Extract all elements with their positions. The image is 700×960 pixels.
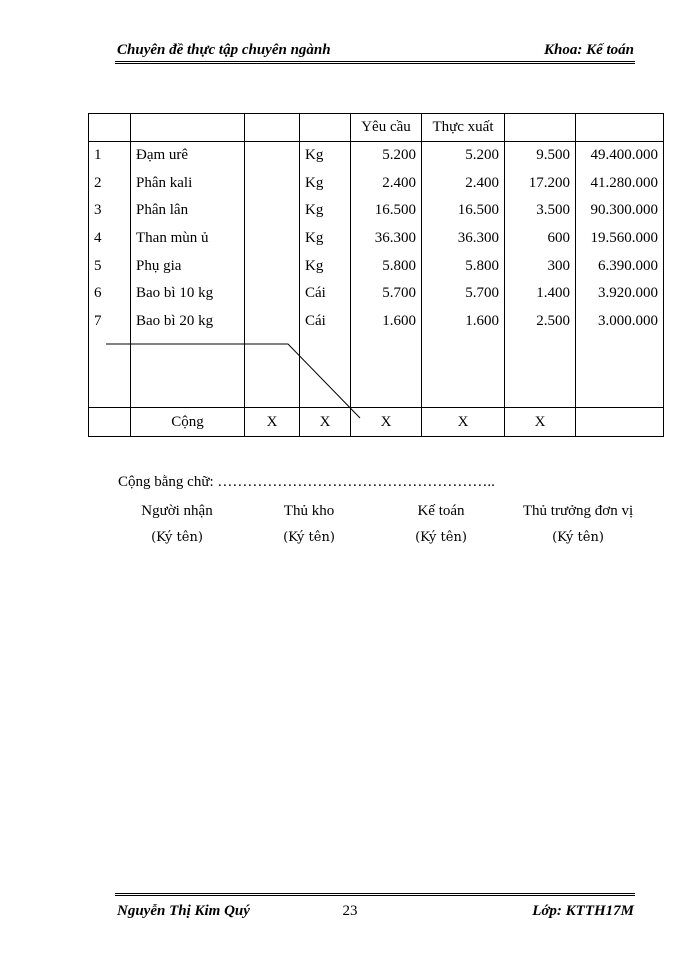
item-code xyxy=(245,170,300,198)
qty-required: 5.200 xyxy=(351,142,422,170)
unit-price: 17.200 xyxy=(505,170,576,198)
qty-actual: 2.400 xyxy=(422,170,505,198)
unit-price: 1.400 xyxy=(505,280,576,308)
signature-accountant xyxy=(386,503,496,545)
item-unit: Cái xyxy=(300,308,351,336)
qty-required: 16.500 xyxy=(351,197,422,225)
row-number: 7 xyxy=(89,308,131,336)
amount: 6.390.000 xyxy=(576,252,664,280)
qty-actual: 36.300 xyxy=(422,225,505,253)
column-header-actual: Thực xuất xyxy=(422,114,505,142)
item-code xyxy=(245,225,300,253)
column-header xyxy=(245,114,300,142)
table-row xyxy=(89,170,664,198)
item-name: Đạm urê xyxy=(131,142,245,170)
item-name: Than mùn ủ xyxy=(131,225,245,253)
column-header xyxy=(300,114,351,142)
unit-price: 2.500 xyxy=(505,308,576,336)
item-name: Bao bì 10 kg xyxy=(131,280,245,308)
signature-hint: (Ký tên) xyxy=(552,530,604,545)
qty-actual: 1.600 xyxy=(422,308,505,336)
row-number: 3 xyxy=(89,197,131,225)
goods-table xyxy=(88,113,664,437)
item-code xyxy=(245,142,300,170)
item-unit: Kg xyxy=(300,142,351,170)
page-number: 23 xyxy=(342,903,358,919)
signature-hint: (Ký tên) xyxy=(151,530,203,545)
signature-director xyxy=(508,503,648,545)
signature-hint: (Ký tên) xyxy=(283,530,335,545)
table-blank-row xyxy=(89,335,664,408)
row-number: 2 xyxy=(89,170,131,198)
table-row xyxy=(89,225,664,253)
qty-actual: 5.200 xyxy=(422,142,505,170)
column-header xyxy=(505,114,576,142)
qty-required: 2.400 xyxy=(351,170,422,198)
item-name: Bao bì 20 kg xyxy=(131,308,245,336)
amount-in-words: Cộng bằng chữ: ……………………………………………….. xyxy=(118,474,495,490)
item-name: Phụ gia xyxy=(131,252,245,280)
signature-hint: (Ký tên) xyxy=(415,530,467,545)
amount: 3.920.000 xyxy=(576,280,664,308)
item-unit: Cái xyxy=(300,280,351,308)
total-mark: X xyxy=(505,408,576,437)
column-header-required: Yêu cầu xyxy=(351,114,422,142)
qty-actual: 5.700 xyxy=(422,280,505,308)
unit-price: 3.500 xyxy=(505,197,576,225)
total-amount xyxy=(576,408,664,437)
amount: 90.300.000 xyxy=(576,197,664,225)
header-divider xyxy=(115,61,635,64)
row-number: 5 xyxy=(89,252,131,280)
total-mark: X xyxy=(245,408,300,437)
signature-role: Thủ trưởng đơn vị xyxy=(522,503,634,519)
qty-required: 36.300 xyxy=(351,225,422,253)
table-row xyxy=(89,197,664,225)
item-code xyxy=(245,252,300,280)
column-header xyxy=(131,114,245,142)
item-code xyxy=(245,197,300,225)
footer-divider xyxy=(115,893,635,896)
table-row xyxy=(89,252,664,280)
amount: 19.560.000 xyxy=(576,225,664,253)
signature-role: Người nhận xyxy=(141,503,213,519)
unit-price: 600 xyxy=(505,225,576,253)
signature-receiver xyxy=(117,503,237,545)
item-code xyxy=(245,308,300,336)
total-mark: X xyxy=(300,408,351,437)
row-number: 6 xyxy=(89,280,131,308)
footer-class: Lớp: KTTH17M xyxy=(532,903,634,919)
goods-table-container xyxy=(88,113,663,446)
total-label: Cộng xyxy=(131,408,245,437)
signature-role: Thủ kho xyxy=(283,503,335,519)
qty-required: 1.600 xyxy=(351,308,422,336)
item-unit: Kg xyxy=(300,197,351,225)
table-header-row xyxy=(89,114,664,142)
qty-actual: 5.800 xyxy=(422,252,505,280)
item-code xyxy=(245,280,300,308)
item-name: Phân kali xyxy=(131,170,245,198)
unit-price: 300 xyxy=(505,252,576,280)
row-number: 1 xyxy=(89,142,131,170)
header-department: Khoa: Kế toán xyxy=(543,42,634,58)
item-unit: Kg xyxy=(300,170,351,198)
item-name: Phân lân xyxy=(131,197,245,225)
table-row xyxy=(89,280,664,308)
header-title: Chuyên đề thực tập chuyên ngành xyxy=(117,42,331,58)
row-number: 4 xyxy=(89,225,131,253)
table-row xyxy=(89,142,664,170)
column-header xyxy=(576,114,664,142)
signature-storekeeper xyxy=(254,503,364,545)
total-mark: X xyxy=(422,408,505,437)
qty-required: 5.800 xyxy=(351,252,422,280)
amount: 41.280.000 xyxy=(576,170,664,198)
signature-role: Kế toán xyxy=(417,503,465,519)
amount: 49.400.000 xyxy=(576,142,664,170)
table-row xyxy=(89,308,664,336)
unit-price: 9.500 xyxy=(505,142,576,170)
qty-actual: 16.500 xyxy=(422,197,505,225)
table-total-row xyxy=(89,408,664,437)
footer-author: Nguyễn Thị Kim Quý xyxy=(117,903,250,919)
qty-required: 5.700 xyxy=(351,280,422,308)
column-header xyxy=(89,114,131,142)
item-unit: Kg xyxy=(300,225,351,253)
amount: 3.000.000 xyxy=(576,308,664,336)
item-unit: Kg xyxy=(300,252,351,280)
total-mark: X xyxy=(351,408,422,437)
